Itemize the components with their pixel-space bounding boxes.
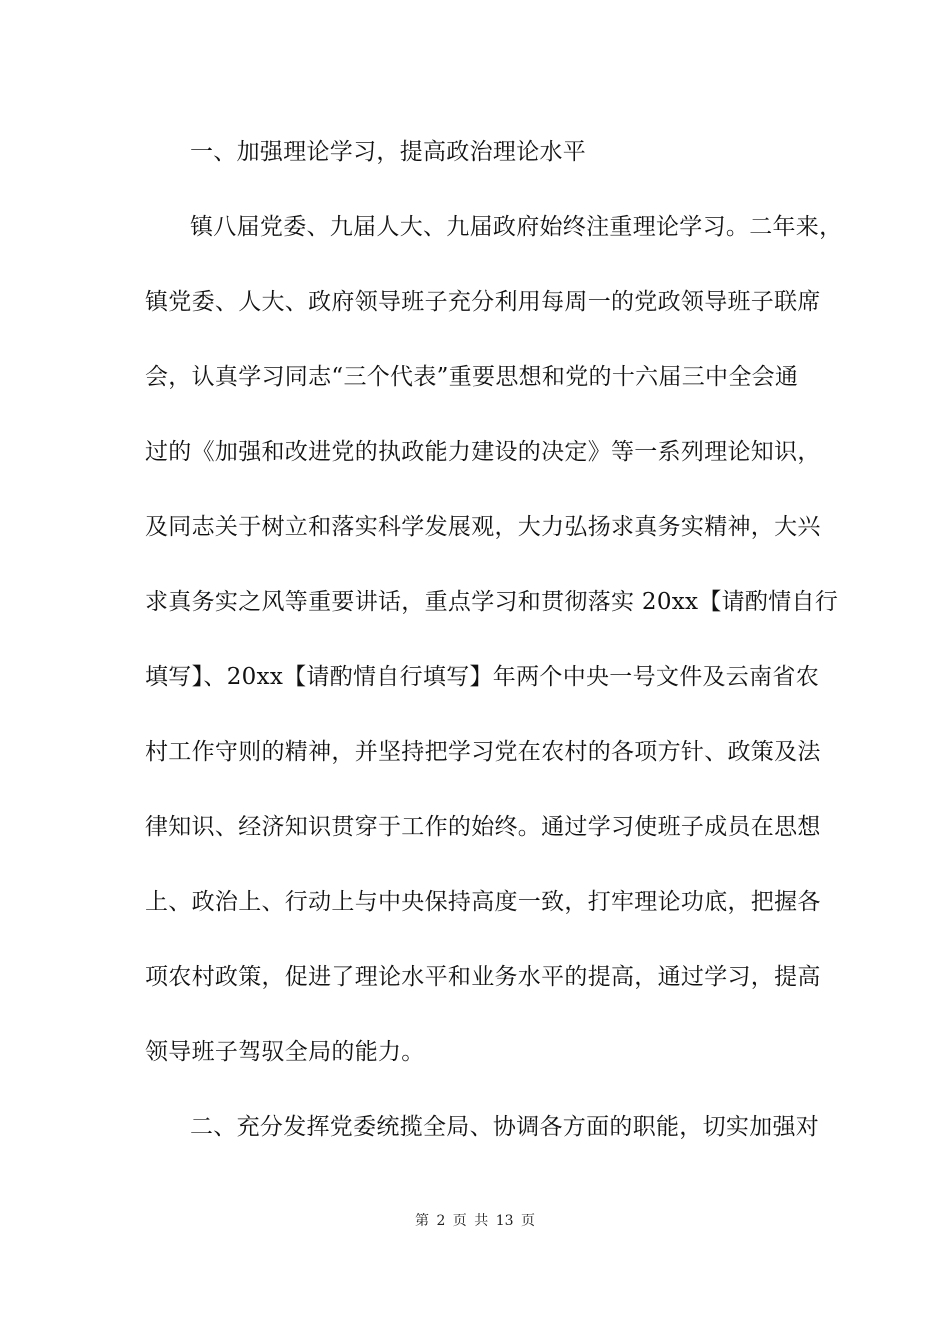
page-number-footer: 第 2 页 共 13 页 [415, 1213, 535, 1229]
paragraph-line: 及同志关于树立和落实科学发展观，大力弘扬求真务实精神，大兴 [145, 514, 821, 540]
paragraph-line: 律知识、经济知识贯穿于工作的始终。通过学习使班子成员在思想 [145, 814, 821, 840]
paragraph-line: 会，认真学习同志“三个代表”重要思想和党的十六届三中全会通 [145, 364, 799, 390]
paragraph-line: 求真务实之风等重要讲话，重点学习和贯彻落实 20xx【请酌情自行 [145, 589, 839, 615]
section-heading-2: 二、充分发挥党委统揽全局、协调各方面的职能，切实加强对 [190, 1114, 820, 1140]
paragraph-line: 过的《加强和改进党的执政能力建设的决定》等一系列理论知识， [145, 439, 821, 465]
paragraph-line: 上、政治上、行动上与中央保持高度一致，打牢理论功底，把握各 [145, 889, 821, 915]
paragraph-line: 村工作守则的精神，并坚持把学习党在农村的各项方针、政策及法 [145, 739, 821, 765]
paragraph-line: 镇八届党委、九届人大、九届政府始终注重理论学习。二年来， [190, 214, 843, 240]
section-heading-1: 一、加强理论学习，提高政治理论水平 [190, 139, 587, 165]
paragraph-line: 领导班子驾驭全局的能力。 [145, 1039, 425, 1065]
paragraph-line: 镇党委、人大、政府领导班子充分利用每周一的党政领导班子联席 [145, 289, 821, 315]
paragraph-line: 填写】、20xx【请酌情自行填写】年两个中央一号文件及云南省农 [145, 664, 820, 690]
paragraph-line: 项农村政策，促进了理论水平和业务水平的提高，通过学习，提高 [145, 964, 821, 990]
